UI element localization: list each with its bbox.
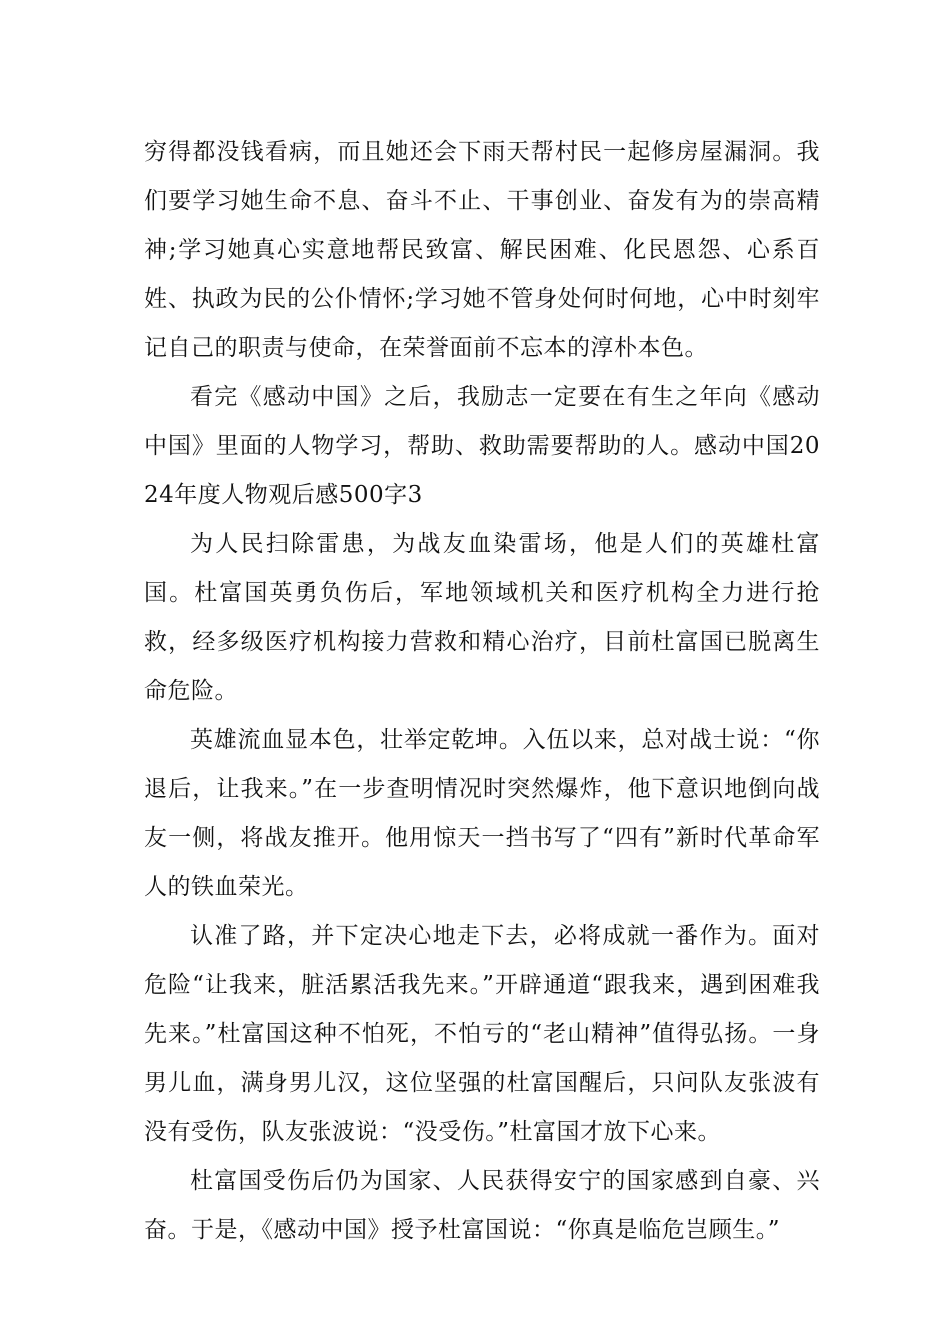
document-body bbox=[144, 128, 820, 1255]
paragraph: 认准了路，并下定决心地走下去，必将成就一番作为。面对危险“让我来，脏活累活我先来。”开辟通道“跟我来，遇到困难我先来。”杜富国这种不怕死，不怕亏的“老山精神”值得弘扬。一身男儿血，满身男儿汉，这位坚强的杜富国醒后，只问队友张波有没有受伤，队友张波说：“没受伤。”杜富国才放下心来。 bbox=[144, 923, 820, 1145]
paragraph: 杜富国受伤后仍为国家、人民获得安宁的国家感到自豪、兴奋。于是，《感动中国》授予杜富国说：“你真是临危岂顾生。” bbox=[144, 1168, 820, 1243]
paragraph: 穷得都没钱看病，而且她还会下雨天帮村民一起修房屋漏洞。我们要学习她生命不息、奋斗不止、干事创业、奋发有为的崇高精神;学习她真心实意地帮民致富、解民困难、化民恩怨、心系百姓、执政为民的公仆情怀;学习她不管身处何时何地，心中时刻牢记自己的职责与使命，在荣誉面前不忘本的淳朴本色。 bbox=[144, 139, 820, 361]
paragraph: 为人民扫除雷患，为战友血染雷场，他是人们的英雄杜富国。杜富国英勇负伤后，军地领域机关和医疗机构全力进行抢救，经多级医疗机构接力营救和精心治疗，目前杜富国已脱离生命危险。 bbox=[144, 531, 820, 704]
paragraph: 英雄流血显本色，壮举定乾坤。入伍以来，总对战士说：“你退后，让我来。”在一步查明情况时突然爆炸，他下意识地倒向战友一侧，将战友推开。他用惊天一挡书写了“四有”新时代革命军人的铁血荣光。 bbox=[144, 727, 820, 900]
paragraph: 看完《感动中国》之后，我励志一定要在有生之年向《感动中国》里面的人物学习，帮助、救助需要帮助的人。感动中国2024年度人物观后感500字3 bbox=[144, 384, 820, 508]
